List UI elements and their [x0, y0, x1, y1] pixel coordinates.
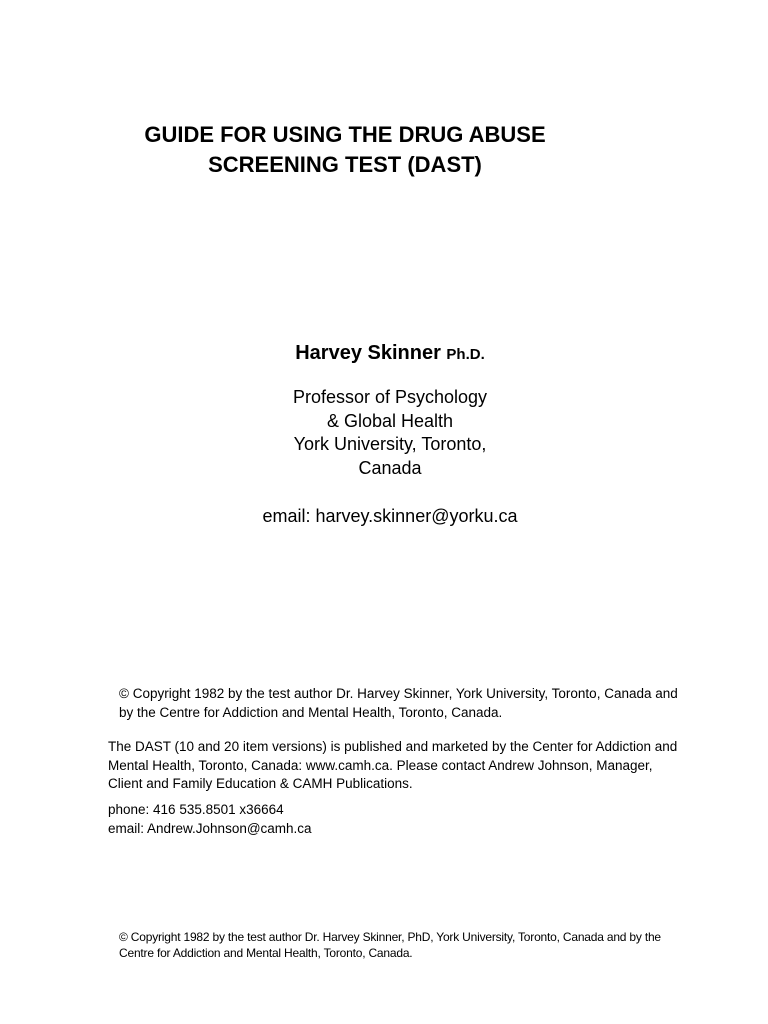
affiliation-line-2: & Global Health — [326, 410, 454, 431]
affiliation-line-4: Canada — [358, 457, 422, 478]
title-line-2: SCREENING TEST (DAST) — [208, 152, 482, 177]
affiliation-line-3: York University, Toronto, — [293, 434, 487, 454]
publication-note: The DAST (10 and 20 item versions) is published and marketed by the Center for Addiction and Mental Health, Toronto, Canada: www.camh.ca. Please contact Andrew Johnson, Manager, Client and Family Education & CAMH Publications. — [108, 739, 678, 791]
document-title — [0, 120, 690, 180]
author-name-line — [200, 340, 580, 368]
copyright-notice: © Copyright 1982 by the test author Dr. Harvey Skinner, York University, Toronto, Canada and by the Centre for Addiction and Mental Health, Toronto, Canada. — [119, 686, 678, 720]
author-affiliation — [200, 386, 580, 480]
title-line-1: GUIDE FOR USING THE DRUG ABUSE — [144, 122, 546, 147]
contact-phone: phone: 416 535.8501 x36664 — [108, 802, 284, 817]
author-name: Harvey Skinner — [295, 342, 441, 364]
author-email: email: harvey.skinner@yorku.ca — [262, 506, 518, 526]
author-block — [200, 340, 580, 528]
affiliation-line-1: Professor of Psychology — [292, 387, 488, 407]
author-degree: Ph.D. — [446, 346, 485, 363]
footer-copyright: © Copyright 1982 by the test author Dr. Harvey Skinner, PhD, York University, Toronto, Canada and by the Centre for Addiction and Mental Health, Toronto, Canada. — [119, 930, 661, 960]
contact-block — [108, 801, 312, 838]
contact-email: email: Andrew.Johnson@camh.ca — [108, 820, 312, 836]
